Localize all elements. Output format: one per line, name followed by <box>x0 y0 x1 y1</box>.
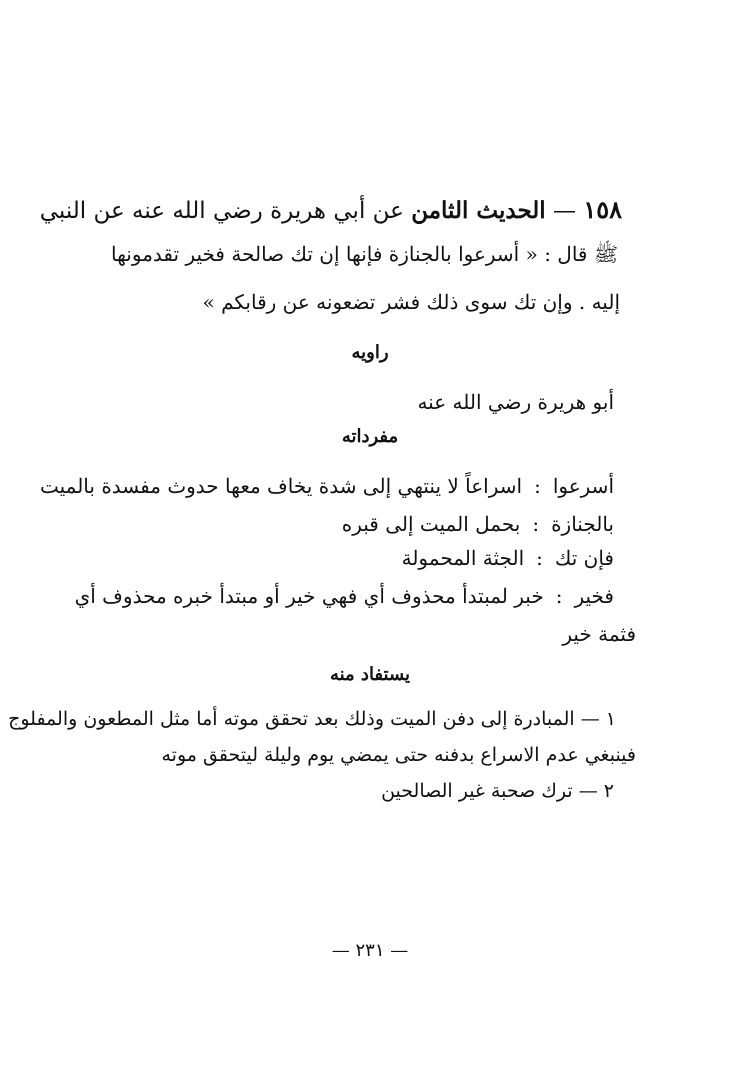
hadith-title: الحديث الثامن <box>411 197 546 224</box>
vocabulary-item <box>342 512 614 536</box>
vocabulary-meaning: خبر لمبتدأ محذوف أي فهي خير أو مبتدأ خبره محذوف أي <box>74 584 544 608</box>
hadith-dash: — <box>553 198 577 224</box>
benefits-heading: يستفاد منه <box>329 664 411 685</box>
hadith-heading-line <box>40 196 622 226</box>
hadith-text-line1: عن أبي هريرة رضي الله عنه عن النبي <box>39 198 404 224</box>
hadith-text-line2: قال : « أسرعوا بالجنازة فإنها إن تك صالحة فخير تقدمونها <box>110 242 588 266</box>
page-number: — ٢٣١ — <box>331 940 409 961</box>
vocabulary-item <box>75 584 614 608</box>
vocabulary-term: فخير <box>574 584 614 608</box>
hadith-line-2 <box>111 242 618 266</box>
vocabulary-continuation: فثمة خير <box>562 622 636 646</box>
vocabulary-colon: : <box>534 474 541 498</box>
benefit-item-1-line-1: ١ — المبادرة إلى دفن الميت وذلك بعد تحقق موته أما مثل المطعون والمفلوج <box>8 708 616 730</box>
vocabulary-term: أسرعوا <box>552 474 614 498</box>
vocabulary-meaning: اسراعاً لا ينتهي إلى شدة يخاف معها حدوث مفسدة بالميت <box>39 474 523 498</box>
hadith-number: ١٥٨ <box>583 195 622 224</box>
benefit-item-1-line-2: فينبغي عدم الاسراع بدفنه حتى يمضي يوم وليلة ليتحقق موته <box>161 744 636 766</box>
vocabulary-item <box>402 546 614 570</box>
vocabulary-term: فإن تك <box>554 546 614 570</box>
narrator-name: أبو هريرة رضي الله عنه <box>417 390 614 414</box>
vocabulary-item <box>40 474 614 498</box>
vocabulary-colon: : <box>536 546 543 570</box>
benefit-item-2: ٢ — ترك صحبة غير الصالحين <box>381 780 614 802</box>
vocabulary-meaning: بحمل الميت إلى قبره <box>341 512 521 536</box>
vocabulary-colon: : <box>532 512 540 536</box>
hadith-line-3 <box>202 290 620 314</box>
vocabulary-meaning: الجثة المحمولة <box>401 546 525 570</box>
vocabulary-heading: مفرداته <box>341 426 399 447</box>
narrator-heading: راويه <box>351 342 389 363</box>
salutation-glyph: ﷺ <box>593 242 618 266</box>
hadith-text-line3: إليه . وإن تك سوى ذلك فشر تضعونه عن رقابكم » <box>202 290 620 314</box>
vocabulary-colon: : <box>555 584 563 608</box>
vocabulary-term: بالجنازة <box>551 512 614 536</box>
